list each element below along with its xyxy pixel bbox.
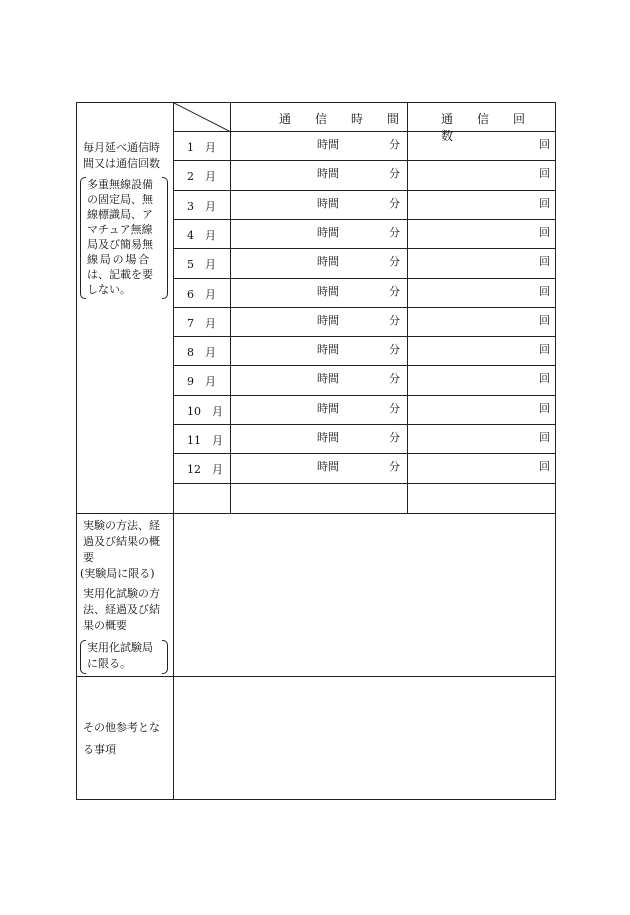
minutes-unit: 分 [389, 196, 400, 210]
minutes-unit: 分 [389, 255, 400, 269]
hours-unit: 時間 [317, 167, 339, 181]
hours-unit: 時間 [317, 138, 339, 151]
count-unit: 回 [539, 255, 550, 269]
experiment-separator [77, 513, 555, 514]
note-bracket-right [162, 177, 168, 299]
month-label: 10 月 [187, 404, 223, 418]
other-separator [77, 676, 555, 677]
month-label: 12 月 [187, 463, 223, 477]
practical-label-line: 果の概要 [83, 619, 127, 632]
practical-label-line: 法、経過及び結 [83, 603, 160, 616]
row-separator [174, 307, 555, 308]
col-divider-month [230, 103, 231, 513]
experiment-note: (実験局に限る) [80, 567, 155, 580]
count-unit: 回 [539, 343, 550, 357]
note-bracket-left [80, 177, 86, 299]
hours-unit: 時間 [317, 431, 339, 444]
header-diagonal [174, 103, 231, 132]
minutes-unit: 分 [389, 167, 400, 181]
count-unit: 回 [539, 460, 550, 474]
month-label: 3 月 [187, 199, 216, 213]
month-label: 8 月 [187, 346, 216, 360]
hours-unit: 時間 [317, 460, 339, 474]
experiment-label-line: 要 [83, 551, 94, 564]
month-label: 9 月 [187, 375, 216, 389]
month-label: 4 月 [187, 228, 216, 242]
row-separator [174, 424, 555, 425]
row-separator [174, 190, 555, 191]
minutes-unit: 分 [389, 401, 400, 415]
experiment-label-line: 過及び結果の概 [83, 535, 160, 548]
monthly-label-line: 間又は通信回数 [83, 157, 160, 170]
count-unit: 回 [539, 167, 550, 181]
row-separator [174, 336, 555, 337]
month-label: 1 月 [187, 141, 216, 154]
other-label-line: る事項 [83, 743, 116, 756]
count-unit: 回 [539, 401, 550, 415]
col-divider-time [407, 103, 408, 513]
row-separator [174, 483, 555, 484]
practical-bracket-right [162, 640, 168, 674]
experiment-label-line: 実験の方法、経 [83, 519, 160, 532]
monthly-note-line: の固定局、無 [87, 193, 153, 206]
row-separator [174, 395, 555, 396]
minutes-unit: 分 [389, 313, 400, 327]
minutes-unit: 分 [389, 431, 400, 444]
minutes-unit: 分 [389, 284, 400, 298]
count-unit: 回 [539, 196, 550, 210]
count-unit: 回 [539, 431, 550, 444]
row-separator [174, 160, 555, 161]
row-separator [174, 453, 555, 454]
hours-unit: 時間 [317, 343, 339, 357]
hours-unit: 時間 [317, 196, 339, 210]
practical-note-line: に限る。 [87, 657, 131, 670]
month-label: 2 月 [187, 170, 216, 184]
practical-label-line: 実用化試験の方 [83, 587, 160, 600]
monthly-note-line: 線局の場合 [87, 253, 151, 266]
row-separator [174, 248, 555, 249]
minutes-unit: 分 [389, 225, 400, 239]
row-separator [174, 219, 555, 220]
hours-unit: 時間 [317, 255, 339, 269]
monthly-label-line: 毎月延べ通信時 [83, 141, 160, 154]
header-separator [174, 131, 555, 132]
count-unit: 回 [539, 372, 550, 386]
minutes-unit: 分 [389, 372, 400, 386]
practical-bracket-left [80, 640, 86, 674]
row-separator [174, 365, 555, 366]
count-column-header: 通 信 回 数 [441, 112, 550, 143]
monthly-note-line: しない。 [87, 283, 131, 296]
monthly-note-line: 多重無線設備 [87, 178, 153, 191]
hours-unit: 時間 [317, 284, 339, 298]
row-separator [174, 278, 555, 279]
hours-unit: 時間 [317, 313, 339, 327]
count-unit: 回 [539, 313, 550, 327]
monthly-note-line: 局及び簡易無 [87, 238, 153, 251]
month-label: 5 月 [187, 258, 216, 272]
other-label-line: その他参考とな [83, 721, 160, 734]
monthly-note-line: は、記載を要 [87, 268, 153, 281]
minutes-unit: 分 [389, 343, 400, 357]
minutes-unit: 分 [389, 460, 400, 474]
report-form-table [76, 102, 556, 800]
col-divider-label [173, 103, 174, 799]
month-label: 7 月 [187, 316, 216, 330]
month-label: 6 月 [187, 287, 216, 301]
hours-unit: 時間 [317, 401, 339, 415]
minutes-unit: 分 [389, 138, 400, 151]
monthly-note-line: マチュア無線 [87, 223, 153, 236]
practical-note-line: 実用化試験局 [87, 641, 153, 654]
count-unit: 回 [539, 284, 550, 298]
hours-unit: 時間 [317, 372, 339, 386]
month-label: 11 月 [187, 434, 223, 447]
time-column-header: 通 信 時 間 [279, 112, 406, 126]
count-unit: 回 [539, 225, 550, 239]
hours-unit: 時間 [317, 225, 339, 239]
monthly-note-line: 線標識局、ア [87, 208, 153, 221]
count-unit: 回 [539, 138, 550, 151]
